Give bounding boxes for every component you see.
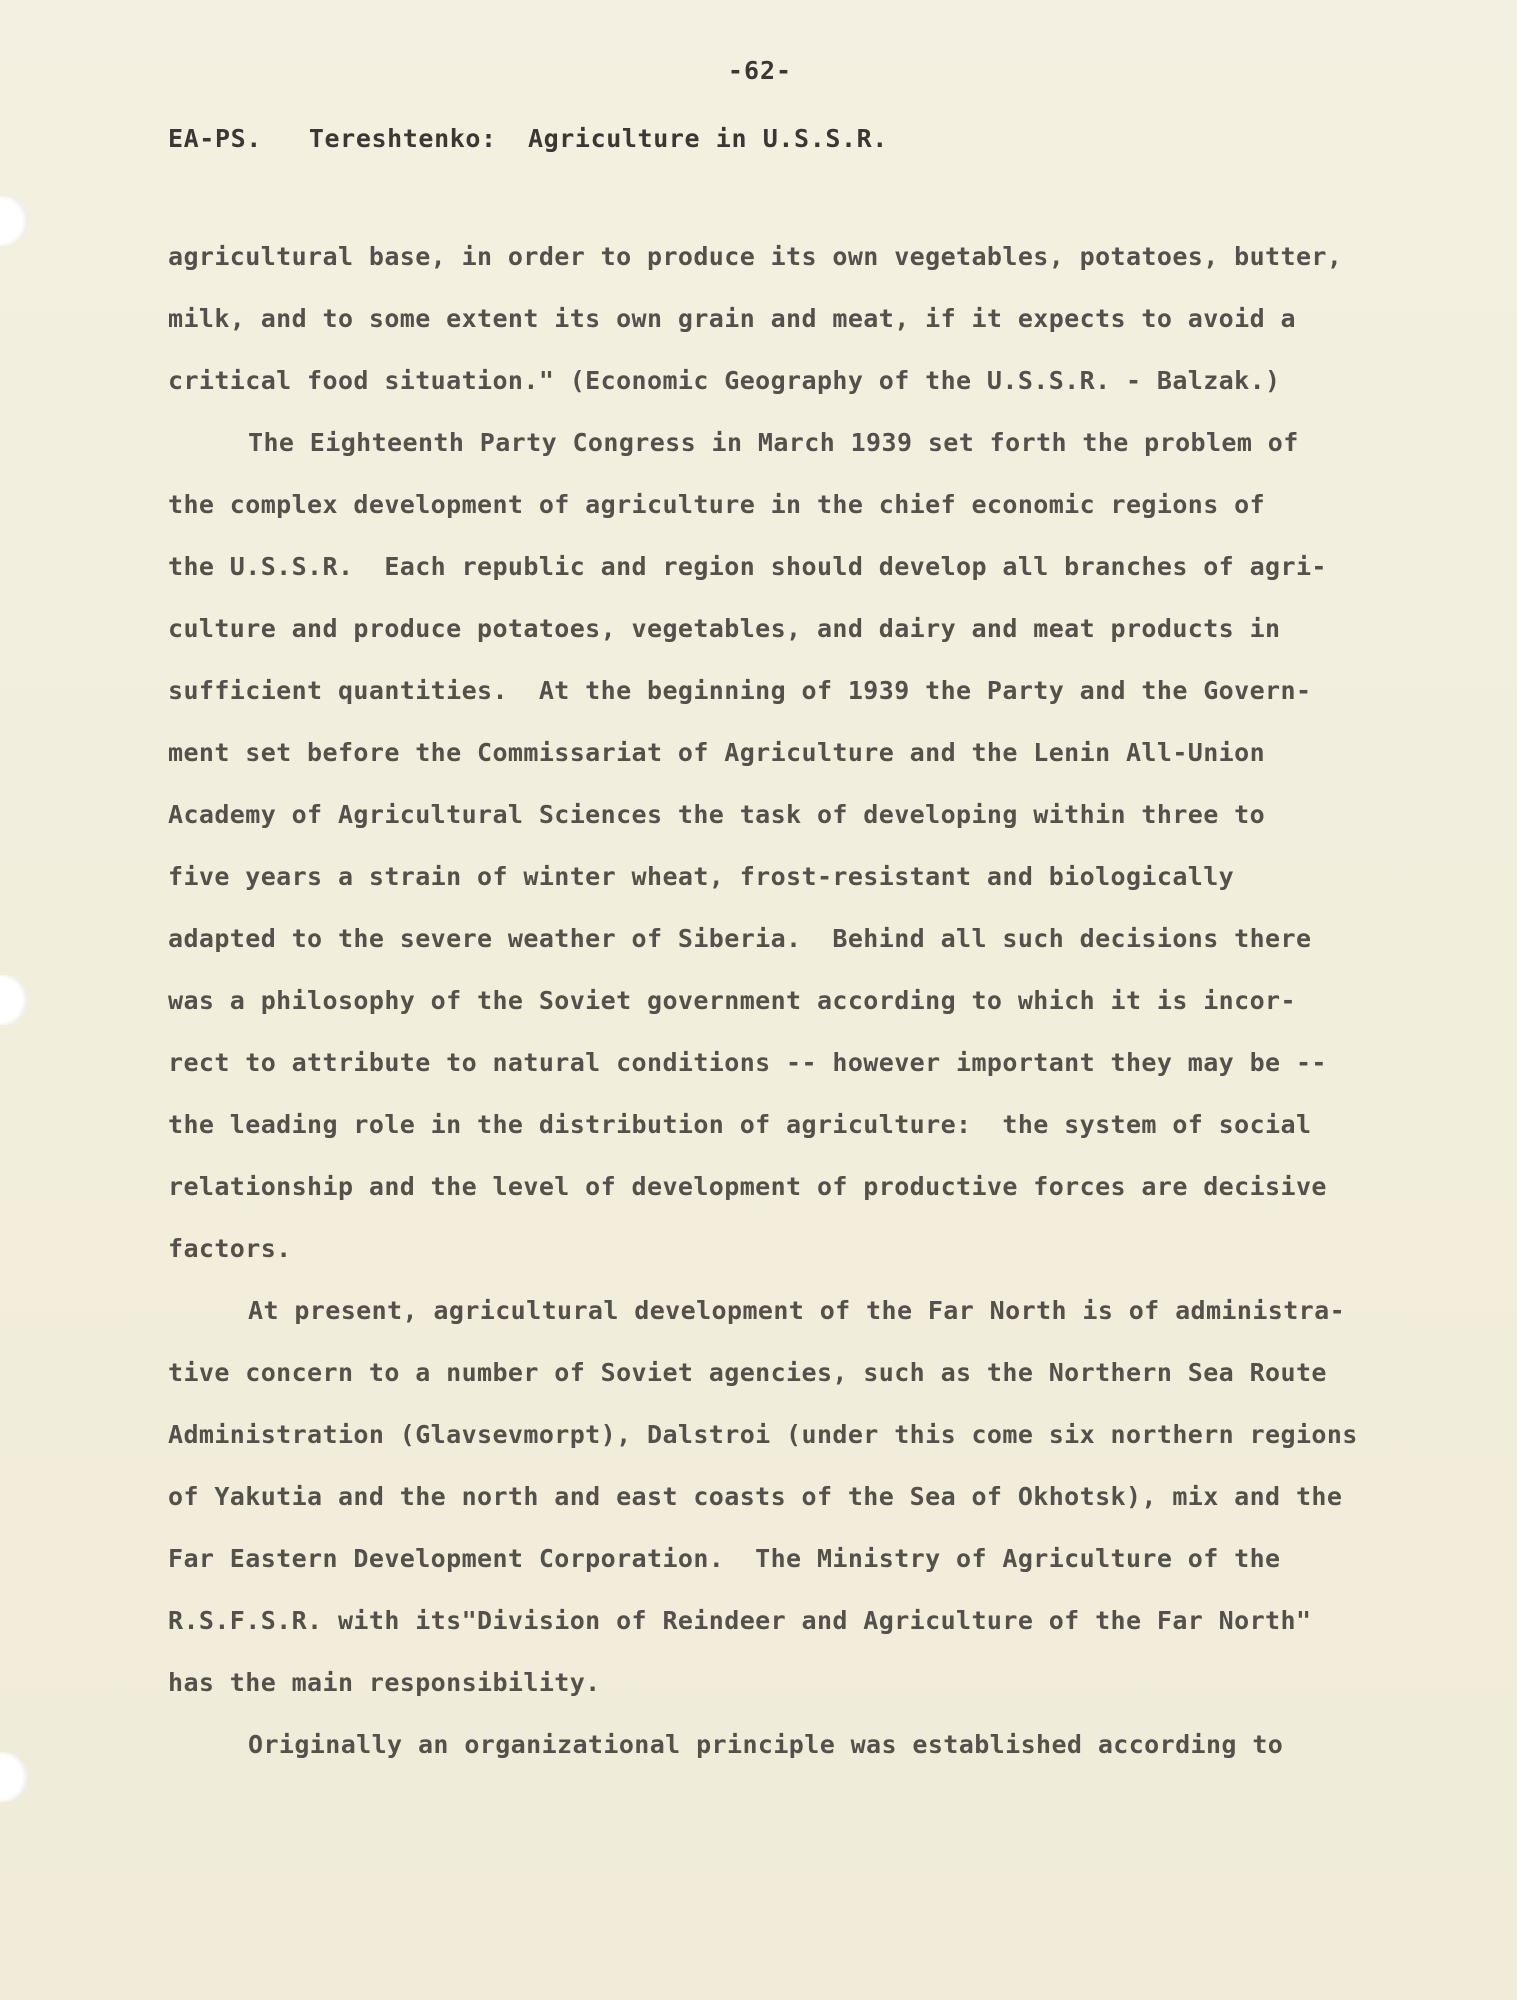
text-line: tive concern to a number of Soviet agencies, such as the Northern Sea Route	[168, 1358, 1327, 1387]
paragraph	[168, 238, 1368, 424]
running-header: EA-PS. Tereshtenko: Agriculture in U.S.S.R.	[168, 124, 888, 153]
text-line: ment set before the Commissariat of Agriculture and the Lenin All-Union	[168, 738, 1266, 767]
paragraph	[168, 1292, 1368, 1726]
text-line: adapted to the severe weather of Siberia. Behind all such decisions there	[168, 924, 1312, 953]
text-line: The Eighteenth Party Congress in March 1939 set forth the problem of	[248, 428, 1299, 457]
text-line: the leading role in the distribution of agriculture: the system of social	[168, 1110, 1312, 1139]
punch-hole-middle	[0, 975, 28, 1025]
text-line: five years a strain of winter wheat, frost-resistant and biologically	[168, 862, 1235, 891]
text-line: the complex development of agriculture in the chief economic regions of	[168, 490, 1266, 519]
punch-hole-top	[0, 196, 28, 246]
text-line: R.S.F.S.R. with its"Division of Reindeer and Agriculture of the Far North"	[168, 1606, 1312, 1635]
text-line: the U.S.S.R. Each republic and region should develop all branches of agri-	[168, 552, 1327, 581]
text-line: sufficient quantities. At the beginning of 1939 the Party and the Govern-	[168, 676, 1312, 705]
text-line: relationship and the level of development of productive forces are decisive	[168, 1172, 1327, 1201]
text-line: was a philosophy of the Soviet government according to which it is incor-	[168, 986, 1296, 1015]
page-number: -62-	[727, 56, 793, 85]
paragraph	[168, 1726, 1368, 1788]
text-line: critical food situation." (Economic Geography of the U.S.S.R. - Balzak.)	[168, 366, 1281, 395]
text-line: culture and produce potatoes, vegetables, and dairy and meat products in	[168, 614, 1281, 643]
paragraph	[168, 424, 1368, 1292]
text-line: has the main responsibility.	[168, 1668, 601, 1697]
body-text	[168, 238, 1368, 1788]
text-line: At present, agricultural development of the Far North is of administra-	[248, 1296, 1346, 1325]
text-line: Academy of Agricultural Sciences the task of developing within three to	[168, 800, 1266, 829]
text-line: rect to attribute to natural conditions -- however important they may be --	[168, 1048, 1327, 1077]
text-line: Originally an organizational principle was established according to	[248, 1730, 1284, 1759]
text-line: Far Eastern Development Corporation. The Ministry of Agriculture of the	[168, 1544, 1281, 1573]
text-line: factors.	[168, 1234, 292, 1263]
text-line: Administration (Glavsevmorpt), Dalstroi (under this come six northern regions	[168, 1420, 1358, 1449]
text-line: of Yakutia and the north and east coasts of the Sea of Okhotsk), mix and the	[168, 1482, 1343, 1511]
punch-hole-bottom	[0, 1752, 28, 1802]
text-line: milk, and to some extent its own grain and meat, if it expects to avoid a	[168, 304, 1296, 333]
text-line: agricultural base, in order to produce its own vegetables, potatoes, butter,	[168, 242, 1343, 271]
